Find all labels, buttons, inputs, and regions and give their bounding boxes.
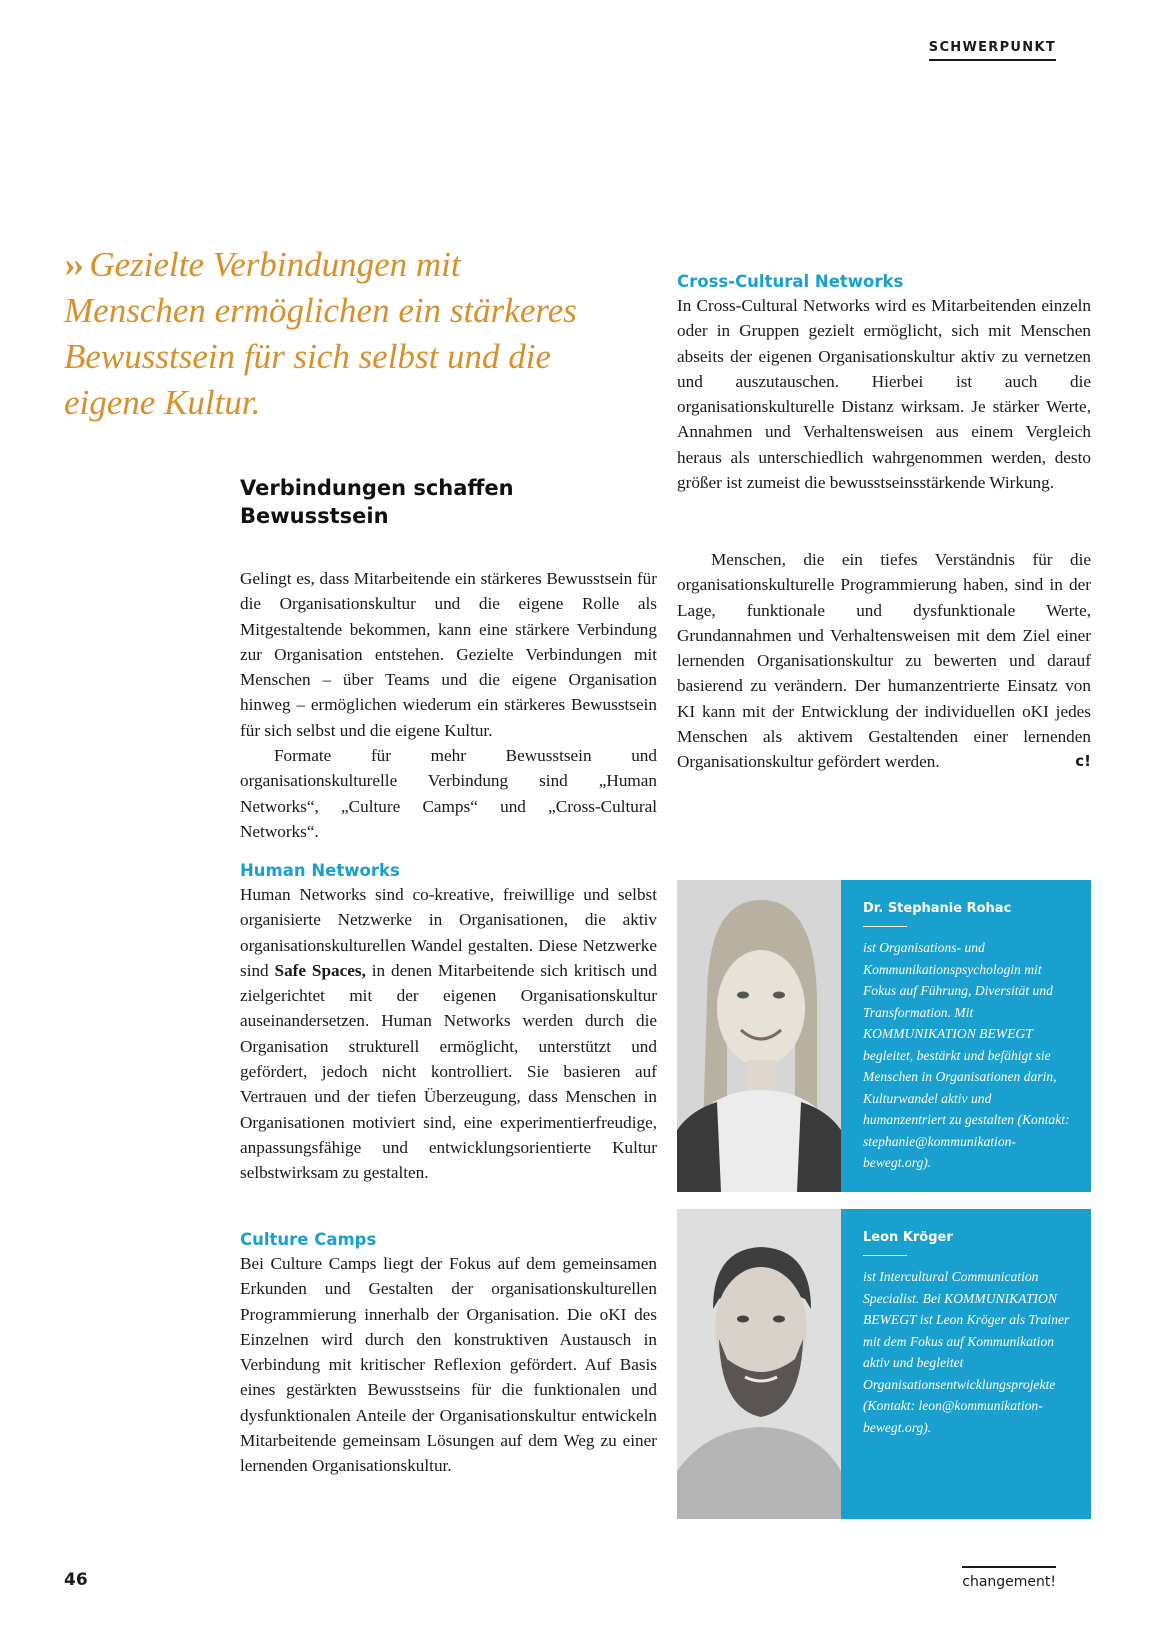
safe-spaces-emphasis: Safe Spaces, xyxy=(274,960,366,980)
portrait-placeholder-icon xyxy=(677,880,841,1192)
section-heading-line-2: Bewusstsein xyxy=(240,504,389,528)
pull-quote xyxy=(64,242,584,426)
section-label: SCHWERPUNKT xyxy=(929,40,1056,61)
cross-cultural-section xyxy=(677,271,1091,495)
human-networks-text xyxy=(240,882,657,1186)
closing-text: Menschen, die ein tiefes Verständnis für die organisationskulturelle Programmierung haben, sind in der Lage, funktionale und dysfunktionale Werte, Grundannahmen und Verhaltensweisen mit dem Ziel einer lernenden Organisationskultur zu bewerten und darauf basierend zu verändern. Der humanzentrierte Einsatz von KI kann mit der Entwicklung der individuellen oKI jedes Menschen als aktivem Gestaltenden einer lernenden Organisationskultur gefördert werden. xyxy=(677,550,1091,772)
human-networks-text-part-2: in denen Mitarbeitende sich kritisch und zielgerichtet mit der eigenen Organisationskultur auseinandersetzen. Human Networks werden durch die Organisation strukturell ermöglicht, unterstützt und gefördert, jedoch nicht kontrolliert. Sie basieren auf Vertrauen und der tiefen Überzeugung, dass Menschen in Organisationen motiviert sind, eine experimentierfreudige, anpassungsfähige und entwicklungsorientierte Kultur selbstwirksam zu gestalten. xyxy=(240,960,657,1183)
author-name: Leon Kröger xyxy=(863,1230,953,1245)
divider xyxy=(863,1255,907,1256)
section-heading xyxy=(240,474,657,530)
author-name: Dr. Stephanie Rohac xyxy=(863,901,1012,916)
magazine-brand: changement! xyxy=(962,1566,1056,1590)
human-networks-text-part-1: Human Networks sind co-kreative, freiwillige und selbst organisierte Netzwerke in Organisationen, die aktiv organisationskulturellen Wandel gestalten. Diese Netzwerke sind xyxy=(240,885,657,980)
author-photo xyxy=(677,880,841,1192)
pull-quote-text: Gezielte Verbindungen mit Menschen ermöglichen ein stärkeres Bewusstsein für sich selbst und die eigene Kultur. xyxy=(64,245,577,422)
cross-cultural-title: Cross-Cultural Networks xyxy=(677,272,904,291)
author-photo xyxy=(677,1209,841,1519)
page-number: 46 xyxy=(64,1570,88,1590)
closing-paragraph xyxy=(677,547,1091,775)
culture-camps-title: Culture Camps xyxy=(240,1230,377,1249)
author-bio-text xyxy=(841,1209,1091,1519)
human-networks-section xyxy=(240,860,657,1186)
end-mark: c! xyxy=(1075,752,1091,771)
author-description: ist Intercultural Communication Specialist. Bei KOMMUNIKATION BEWEGT ist Leon Kröger als Trainer mit dem Fokus auf Kommunikation aktiv und begleitet Organisationsentwicklungsprojekte (Kontakt: leon@kommunikation-bewegt.org). xyxy=(863,1269,1070,1435)
intro-text xyxy=(240,566,657,844)
author-bio-card xyxy=(677,880,1091,1192)
section-heading-line-1: Verbindungen schaffen xyxy=(240,476,514,500)
portrait-placeholder-icon xyxy=(677,1209,841,1519)
intro-paragraph-2: Formate für mehr Bewusstsein und organisationskulturelle Verbindung sind „Human Networks“, „Culture Camps“ und „Cross-Cultural Networks“. xyxy=(240,746,657,841)
culture-camps-section xyxy=(240,1229,657,1479)
divider xyxy=(863,926,907,927)
culture-camps-text: Bei Culture Camps liegt der Fokus auf dem gemeinsamen Erkunden und Gestalten der organisationskulturellen Programmierung innerhalb der Organisation. Die oKI des Einzelnen wird durch den konstruktiven Austausch in Verbindung mit kritischer Reflexion gefördert. Auf Basis eines gestärkten Bewusstseins für die funktionalen und dysfunktionalen Anteile der Organisationskultur entwickeln Mitarbeitende gemeinsam Lösungen auf dem Weg zu einer lernenden Organisationskultur. xyxy=(240,1254,657,1476)
author-bio-text xyxy=(841,880,1091,1192)
intro-paragraph-1: Gelingt es, dass Mitarbeitende ein stärkeres Bewusstsein für die Organisationskultur und die eigene Rolle als Mitgestaltende bekommen, kann eine stärkere Verbindung zur Organisation entstehen. Gezielte Verbindungen mit Menschen – über Teams und die eigene Organisation hinweg – ermöglichen wiederum ein stärkeres Bewusstsein für sich selbst und die eigene Kultur. xyxy=(240,569,657,740)
human-networks-title: Human Networks xyxy=(240,861,400,880)
cross-cultural-text: In Cross-Cultural Networks wird es Mitarbeitenden einzeln oder in Gruppen gezielt ermöglicht, sich mit Menschen abseits der eigenen Organisationskultur aktiv zu vernetzen und auszutauschen. Hierbei ist auch die organisationskulturelle Distanz wirksam. Je stärker Werte, Annahmen und Verhaltensweisen aus einem Vergleich heraus als unterschiedlich wahrgenommen werden, desto größer ist zumeist die bewusstseinsstärkende Wirkung. xyxy=(677,296,1091,493)
quote-mark: ›› xyxy=(64,245,82,284)
author-bio-card xyxy=(677,1209,1091,1519)
author-description: ist Organisations- und Kommunikationspsychologin mit Fokus auf Führung, Diversität und Transformation. Mit KOMMUNIKATION BEWEGT begleitet, bestärkt und befähigt sie Menschen in Organisationen darin, Kulturwandel aktiv und humanzentriert zu gestalten (Kontakt: stephanie@kommunikation-bewegt.org). xyxy=(863,940,1070,1170)
